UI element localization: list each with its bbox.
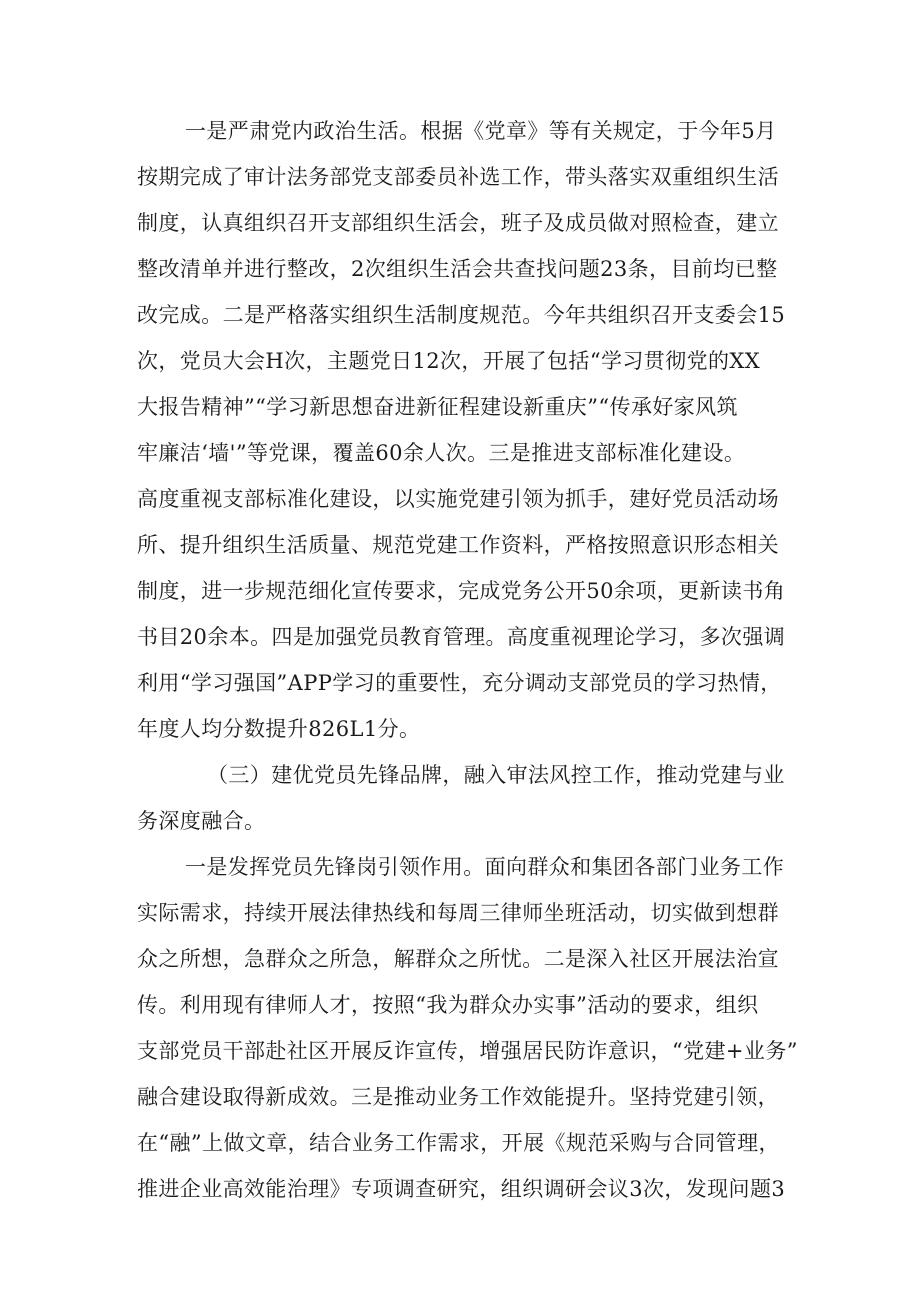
paragraph-1-line-2: 按期完成了审计法务部党支部委员补选工作，带头落实双重组织生活	[137, 165, 779, 189]
paragraph-2-line-2: 实际需求，持续开展法律热线和每周三律师坐班活动，切实做到想群	[137, 901, 779, 925]
paragraph-1-line-6: 次，党员大会H次，主题党日12次，开展了包括“学习贯彻党的XX	[137, 349, 761, 373]
paragraph-1-line-12: 书目20余本。四是加强党员教育管理。高度重视理论学习，多次强调	[137, 625, 786, 649]
paragraph-1-line-11: 制度，进一步规范细化宣传要求，完成党务公开50余项，更新读书角	[137, 579, 786, 603]
paragraph-1-line-5: 改完成。二是严格落实组织生活制度规范。今年共组织召开支委会15	[137, 303, 786, 327]
paragraph-1-line-3: 制度，认真组织召开支部组织生活会，班子及成员做对照检查，建立	[137, 211, 779, 235]
paragraph-2-line-4: 传。利用现有律师人才，按照“我为群众办实事”活动的要求，组织	[137, 993, 759, 1017]
paragraph-1-line-7: 大报告精神”“学习新思想奋进新征程建设新重庆”“传承好家风筑	[137, 395, 738, 419]
paragraph-2-line-8: 推进企业高效能治理》专项调查研究，组织调研会议3次，发现问题3	[137, 1177, 786, 1201]
paragraph-2-line-7: 在“融”上做文章，结合业务工作需求，开展《规范采购与合同管理，	[137, 1131, 780, 1155]
paragraph-1-line-4: 整改清单并进行整改，2次组织生活会共查找问题23条，目前均已整	[137, 257, 778, 281]
paragraph-2-line-6: 融合建设取得新成效。三是推动业务工作效能提升。坚持党建引领，	[137, 1085, 779, 1109]
paragraph-1-line-10: 所、提升组织生活质量、规范党建工作资料，严格按照意识形态相关	[137, 533, 779, 557]
paragraph-2-line-3: 众之所想，急群众之所急，解群众之所忧。二是深入社区开展法治宣	[137, 947, 779, 971]
paragraph-1-line-9: 高度重视支部标准化建设，以实施党建引领为抓手，建好党员活动场	[137, 487, 779, 511]
section-heading-line-2: 务深度融合。	[137, 809, 266, 833]
paragraph-2-line-1: 一是发挥党员先锋岗引领作用。面向群众和集团各部门业务工作	[185, 855, 785, 879]
paragraph-1-line-14: 年度人均分数提升826L1分。	[137, 717, 421, 741]
paragraph-1-line-8: 牢廉洁‘墙'”等党课，覆盖60余人次。三是推进支部标准化建设。	[137, 441, 746, 465]
paragraph-1-line-1: 一是严肃党内政治生活。根据《党章》等有关规定，于今年5月	[185, 119, 777, 143]
section-heading-line-1: （三）建优党员先锋品牌，融入审法风控工作，推动党建与业	[207, 763, 785, 787]
paragraph-2-line-5: 支部党员干部赴社区开展反诈宣传，增强居民防诈意识，“党建+业务”	[137, 1039, 798, 1063]
paragraph-1-line-13: 利用“学习强国”APP学习的重要性，充分调动支部党员的学习热情，	[137, 671, 782, 695]
